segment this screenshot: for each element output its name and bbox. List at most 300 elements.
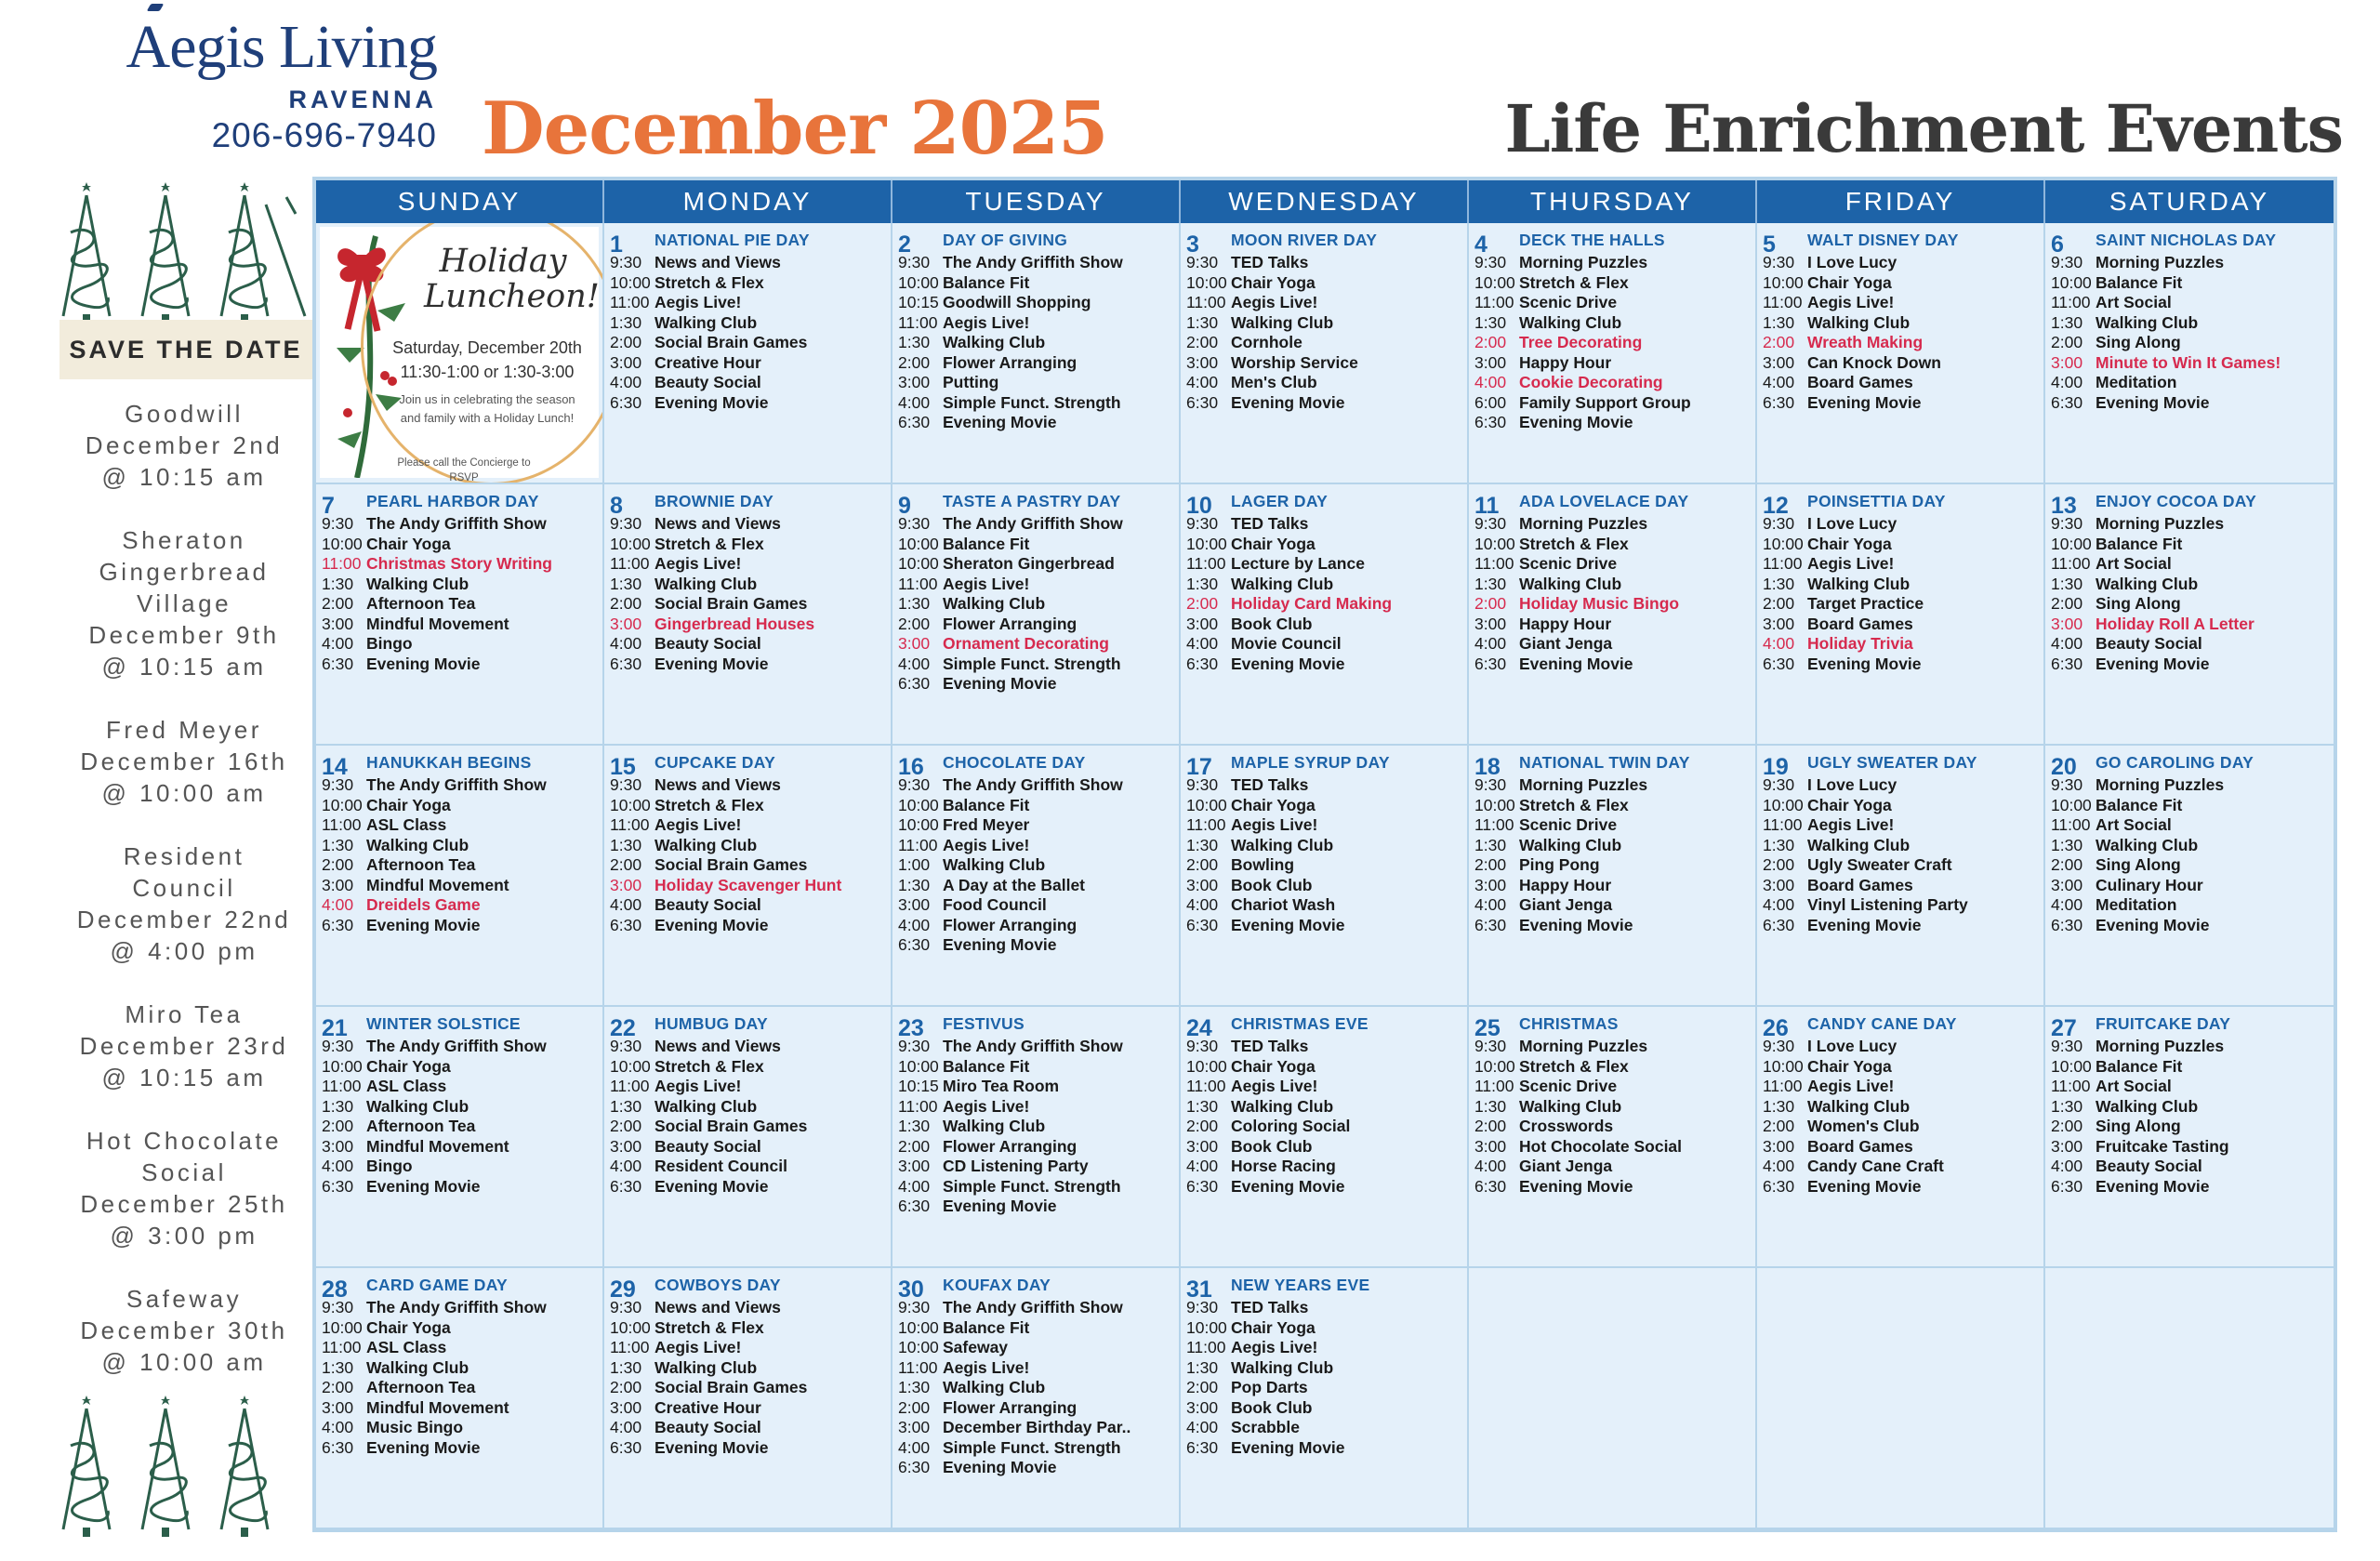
- calendar-grid: [316, 223, 2334, 1529]
- event-item: [322, 1177, 597, 1197]
- event-name: Afternoon Tea: [366, 1378, 476, 1396]
- event-time: 2:00: [1474, 333, 1507, 351]
- day-header: [610, 1011, 885, 1041]
- event-name: Family Support Group: [1519, 392, 1691, 412]
- day-cell: [604, 1268, 892, 1529]
- event-name: A Day at the Ballet: [943, 875, 1086, 894]
- highlighted-event: [2051, 353, 2328, 374]
- event-item: [610, 796, 885, 816]
- event-name: Evening Movie: [943, 413, 1057, 431]
- event-time: 4:00: [1763, 1157, 1795, 1175]
- event-item: [898, 313, 1173, 334]
- event-name: Aegis Live!: [943, 1096, 1030, 1116]
- day-number: 15: [610, 754, 636, 780]
- event-item: [1186, 575, 1461, 595]
- day-theme: NATIONAL PIE DAY: [654, 231, 810, 249]
- event-name: TED Talks: [1231, 1298, 1309, 1316]
- event-item: [1474, 554, 1750, 575]
- event-time: 3:00: [610, 1397, 642, 1417]
- day-cell: [892, 746, 1181, 1007]
- event-item: [1186, 916, 1461, 936]
- event-name: Meditation: [2096, 895, 2177, 914]
- event-item: [1763, 554, 2038, 575]
- event-list: [1474, 1037, 1750, 1197]
- event-name: Stretch & Flex: [654, 272, 764, 292]
- event-time: 6:30: [898, 1458, 931, 1476]
- event-time: 1:30: [1474, 312, 1507, 332]
- event-item: [898, 353, 1173, 374]
- save-the-date-item: [54, 1125, 314, 1251]
- highlighted-event: [1474, 333, 1750, 353]
- day-cell: [2045, 1268, 2334, 1529]
- event-list: [2051, 1037, 2328, 1197]
- event-item: [1474, 1157, 1750, 1177]
- event-name: Morning Puzzles: [2096, 514, 2225, 533]
- event-item: [322, 855, 597, 876]
- event-item: [1763, 1177, 2038, 1197]
- day-number: 4: [1474, 232, 1488, 258]
- event-name: Walking Club: [943, 594, 1046, 613]
- event-name: Flower Arranging: [943, 1136, 1078, 1156]
- event-item: [1763, 916, 2038, 936]
- day-header: [610, 749, 885, 780]
- event-time: 11:00: [610, 293, 650, 311]
- event-name: Balance Fit: [943, 534, 1030, 553]
- day-header: [1186, 1272, 1461, 1303]
- day-header: [2051, 749, 2328, 780]
- event-time: 9:30: [1474, 253, 1507, 271]
- event-time: 1:30: [610, 574, 642, 593]
- event-time: 4:00: [2051, 634, 2083, 653]
- day-number: 19: [1763, 754, 1789, 780]
- day-header: [322, 488, 597, 519]
- event-item: [2051, 535, 2328, 555]
- promo-title: Holiday Luncheon!: [424, 243, 600, 315]
- event-name: Simple Funct. Strength: [943, 1176, 1121, 1196]
- event-item: [610, 1318, 885, 1339]
- event-item: [1474, 916, 1750, 936]
- event-item: [610, 575, 885, 595]
- event-name: Holiday Scavenger Hunt: [654, 875, 842, 894]
- event-time: 9:30: [1763, 775, 1795, 794]
- event-item: [322, 1358, 597, 1379]
- save-the-date-line: @ 4:00 pm: [110, 937, 258, 965]
- save-the-date-line: Council: [132, 874, 236, 902]
- event-time: 3:00: [1186, 1397, 1219, 1417]
- day-number: 7: [322, 493, 335, 519]
- event-item: [1474, 1077, 1750, 1097]
- event-item: [1763, 1137, 2038, 1158]
- save-the-date-line: Sheraton: [122, 526, 246, 554]
- event-item: [2051, 836, 2328, 856]
- event-time: 9:30: [610, 253, 642, 271]
- event-time: 9:30: [1474, 775, 1507, 794]
- event-name: Crosswords: [1519, 1117, 1614, 1135]
- highlighted-event: [322, 895, 597, 916]
- event-item: [1474, 1177, 1750, 1197]
- event-name: Bingo: [366, 1157, 413, 1175]
- event-time: 1:30: [1186, 1096, 1219, 1116]
- event-item: [610, 836, 885, 856]
- event-name: Balance Fit: [2096, 534, 2183, 553]
- event-item: [2051, 373, 2328, 393]
- event-time: 11:00: [1186, 1077, 1226, 1095]
- event-name: Holiday Trivia: [1807, 634, 1913, 653]
- event-name: Social Brain Games: [654, 855, 808, 874]
- event-time: 4:00: [1763, 373, 1795, 391]
- event-item: [1763, 575, 2038, 595]
- event-time: 3:00: [322, 614, 354, 633]
- event-time: 2:00: [1186, 1378, 1219, 1396]
- event-item: [322, 916, 597, 936]
- event-item: [898, 815, 1173, 836]
- day-theme: PEARL HARBOR DAY: [366, 492, 539, 510]
- event-name: Balance Fit: [943, 1056, 1030, 1076]
- event-time: 10:00: [1186, 795, 1227, 814]
- event-name: Holiday Card Making: [1231, 594, 1393, 613]
- event-time: 3:00: [322, 875, 354, 894]
- event-time: 4:00: [1186, 1418, 1219, 1436]
- save-the-date-line: @ 10:15 am: [101, 1064, 267, 1091]
- event-item: [1474, 615, 1750, 635]
- day-number: 11: [1474, 493, 1500, 519]
- event-name: Chair Yoga: [1807, 534, 1892, 553]
- event-name: Creative Hour: [654, 352, 761, 372]
- event-item: [898, 1097, 1173, 1118]
- event-item: [1186, 535, 1461, 555]
- event-time: 11:00: [610, 1077, 650, 1095]
- event-time: 1:30: [322, 1357, 354, 1377]
- day-cell: [604, 1007, 892, 1268]
- event-item: [1474, 634, 1750, 655]
- event-name: Culinary Hour: [2096, 875, 2203, 894]
- event-name: Walking Club: [2096, 574, 2199, 593]
- event-name: Stretch & Flex: [1519, 272, 1629, 292]
- day-header: [322, 1011, 597, 1041]
- event-time: 11:00: [1474, 293, 1514, 311]
- event-item: [1474, 313, 1750, 334]
- event-name: Christmas Story Writing: [366, 554, 552, 573]
- day-theme: COWBOYS DAY: [654, 1276, 781, 1294]
- save-the-date-line: December 16th: [80, 747, 288, 775]
- event-time: 2:00: [1186, 594, 1219, 613]
- event-time: 1:30: [1763, 312, 1795, 332]
- event-name: Putting: [943, 373, 999, 391]
- event-name: Evening Movie: [654, 1437, 769, 1457]
- event-name: Giant Jenga: [1519, 634, 1613, 653]
- event-list: [1186, 775, 1461, 935]
- event-list: [1763, 514, 2038, 674]
- event-item: [1474, 1097, 1750, 1118]
- event-time: 11:00: [610, 815, 650, 834]
- event-time: 6:30: [1474, 654, 1507, 673]
- day-theme: CHRISTMAS EVE: [1231, 1014, 1368, 1033]
- event-time: 6:30: [898, 1197, 931, 1215]
- event-time: 4:00: [2051, 1157, 2083, 1175]
- event-item: [898, 273, 1173, 294]
- event-time: 1:30: [898, 1117, 931, 1135]
- event-name: Chair Yoga: [1231, 534, 1316, 553]
- event-item: [898, 895, 1173, 916]
- day-number: 8: [610, 493, 623, 519]
- save-the-date-item: [54, 398, 314, 493]
- event-calendar: [312, 177, 2337, 1532]
- event-time: 9:30: [2051, 253, 2083, 271]
- day-cell: [1469, 223, 1757, 484]
- event-time: 1:30: [322, 1096, 354, 1116]
- day-number: 5: [1763, 232, 1776, 258]
- event-time: 3:00: [322, 1136, 354, 1156]
- event-time: 9:30: [898, 1037, 931, 1055]
- event-name: I Love Lucy: [1807, 775, 1897, 794]
- event-item: [610, 353, 885, 374]
- event-list: [1186, 253, 1461, 413]
- event-name: Cornhole: [1231, 333, 1302, 351]
- event-time: 2:00: [898, 1136, 931, 1156]
- event-time: 1:30: [2051, 835, 2083, 854]
- event-item: [1186, 1177, 1461, 1197]
- event-item: [610, 1097, 885, 1118]
- day-cell: [316, 1268, 604, 1529]
- event-item: [1186, 353, 1461, 374]
- event-name: Walking Club: [1807, 835, 1911, 854]
- event-name: Scenic Drive: [1519, 1077, 1618, 1095]
- save-the-date-line: December 22nd: [76, 906, 292, 933]
- event-time: 2:00: [610, 1117, 642, 1135]
- day-theme: GO CAROLING DAY: [2096, 753, 2254, 772]
- event-time: 9:30: [610, 1298, 642, 1316]
- event-time: 9:30: [322, 1298, 354, 1316]
- event-time: 11:00: [1474, 1077, 1514, 1095]
- event-name: Flower Arranging: [943, 915, 1078, 934]
- event-name: Holiday Roll A Letter: [2096, 614, 2254, 633]
- event-time: 2:00: [1474, 1117, 1507, 1135]
- event-item: [1763, 273, 2038, 294]
- event-name: Beauty Social: [654, 895, 761, 914]
- event-list: [1763, 775, 2038, 935]
- event-item: [2051, 815, 2328, 836]
- event-time: 2:00: [610, 594, 642, 613]
- event-name: Ping Pong: [1519, 855, 1600, 874]
- event-item: [898, 876, 1173, 896]
- month-title: December 2025: [482, 86, 1108, 171]
- event-item: [1474, 655, 1750, 675]
- event-item: [1763, 393, 2038, 414]
- event-time: 6:30: [322, 915, 354, 934]
- event-item: [1186, 333, 1461, 353]
- day-header: [322, 749, 597, 780]
- event-item: [1186, 1057, 1461, 1078]
- event-item: [1186, 815, 1461, 836]
- event-name: Evening Movie: [1807, 392, 1922, 412]
- event-item: [1474, 393, 1750, 414]
- event-item: [1474, 836, 1750, 856]
- save-the-date-banner: SAVE THE DATE: [60, 320, 312, 379]
- event-name: Scenic Drive: [1519, 815, 1618, 834]
- event-time: 11:00: [1186, 1338, 1226, 1356]
- day-cell: [316, 1007, 604, 1268]
- event-time: 10:00: [898, 1317, 939, 1337]
- event-name: Walking Club: [1231, 312, 1334, 332]
- event-item: [898, 615, 1173, 635]
- event-item: [2051, 1177, 2328, 1197]
- day-header: [1763, 749, 2038, 780]
- event-time: 11:00: [898, 574, 938, 593]
- event-time: 11:00: [1474, 554, 1514, 573]
- event-name: Evening Movie: [1519, 413, 1633, 431]
- event-name: Evening Movie: [943, 1458, 1057, 1476]
- event-name: Evening Movie: [943, 935, 1057, 954]
- event-time: 2:00: [1474, 594, 1507, 613]
- event-name: Chair Yoga: [1807, 272, 1892, 292]
- event-time: 4:00: [898, 392, 931, 412]
- event-item: [610, 1057, 885, 1078]
- event-item: [1763, 876, 2038, 896]
- event-item: [1763, 353, 2038, 374]
- event-list: [2051, 775, 2328, 935]
- event-item: [322, 815, 597, 836]
- day-theme: CHRISTMAS: [1519, 1014, 1619, 1033]
- event-time: 3:00: [898, 1418, 931, 1436]
- event-name: Beauty Social: [2096, 634, 2202, 653]
- event-item: [1186, 1318, 1461, 1339]
- event-name: Can Knock Down: [1807, 352, 1941, 372]
- promo-date: Saturday, December 20th: [392, 338, 582, 357]
- event-name: TED Talks: [1231, 514, 1309, 533]
- event-name: Social Brain Games: [654, 594, 808, 613]
- event-item: [1474, 535, 1750, 555]
- day-number: 30: [898, 1277, 924, 1303]
- event-name: Stretch & Flex: [654, 1056, 764, 1076]
- day-cell: [1757, 223, 2045, 484]
- event-name: News and Views: [654, 253, 781, 271]
- event-time: 11:00: [898, 1096, 938, 1116]
- event-item: [1186, 895, 1461, 916]
- event-item: [322, 796, 597, 816]
- day-cell: [2045, 746, 2334, 1007]
- event-time: 1:30: [2051, 312, 2083, 332]
- event-item: [1186, 1358, 1461, 1379]
- event-item: [1763, 615, 2038, 635]
- event-item: [898, 855, 1173, 876]
- event-item: [2051, 1157, 2328, 1177]
- event-name: Fred Meyer: [943, 815, 1030, 834]
- event-item: [898, 674, 1173, 695]
- event-time: 11:00: [2051, 1077, 2091, 1095]
- day-theme: DECK THE HALLS: [1519, 231, 1665, 249]
- day-number: 31: [1186, 1277, 1212, 1303]
- save-the-date-line: December 30th: [80, 1316, 288, 1344]
- highlighted-event: [1474, 373, 1750, 393]
- event-time: 10:00: [1186, 272, 1227, 292]
- event-item: [2051, 1097, 2328, 1118]
- event-name: Ugly Sweater Craft: [1807, 855, 1952, 874]
- event-item: [898, 836, 1173, 856]
- event-name: Happy Hour: [1519, 875, 1612, 894]
- save-the-date-line: Resident: [123, 842, 245, 870]
- event-name: Balance Fit: [2096, 272, 2183, 292]
- event-item: [1186, 876, 1461, 896]
- event-item: [1186, 1077, 1461, 1097]
- day-cell: [2045, 1007, 2334, 1268]
- event-time: 1:30: [1474, 1096, 1507, 1116]
- event-item: [1186, 1338, 1461, 1358]
- event-time: 9:30: [1763, 253, 1795, 271]
- weekday-header: TUESDAY: [892, 180, 1181, 223]
- event-name: Walking Club: [654, 1096, 758, 1116]
- event-name: Board Games: [1807, 875, 1913, 894]
- event-item: [610, 1398, 885, 1419]
- event-name: Aegis Live!: [654, 293, 742, 311]
- day-header: [1186, 1011, 1461, 1041]
- event-name: Aegis Live!: [654, 815, 742, 834]
- event-time: 6:30: [1186, 392, 1219, 412]
- event-time: 1:30: [610, 1096, 642, 1116]
- day-header: [1186, 749, 1461, 780]
- event-time: 6:30: [1763, 392, 1795, 412]
- day-theme: MOON RIVER DAY: [1231, 231, 1378, 249]
- event-item: [610, 393, 885, 414]
- event-name: Walking Club: [1231, 835, 1334, 854]
- event-time: 1:30: [322, 574, 354, 593]
- event-name: The Andy Griffith Show: [943, 1298, 1123, 1316]
- event-name: Women's Club: [1807, 1117, 1920, 1135]
- event-item: [322, 1338, 597, 1358]
- highlighted-event: [898, 634, 1173, 655]
- day-theme: NEW YEARS EVE: [1231, 1276, 1370, 1294]
- day-number: 25: [1474, 1015, 1501, 1041]
- event-time: 2:00: [1763, 855, 1795, 874]
- event-item: [898, 1157, 1173, 1177]
- event-time: 6:30: [898, 674, 931, 693]
- event-name: Mindful Movement: [366, 875, 509, 894]
- event-time: 6:30: [610, 1176, 642, 1196]
- event-name: Evening Movie: [1231, 1176, 1345, 1196]
- event-item: [1186, 554, 1461, 575]
- event-list: [1474, 514, 1750, 674]
- day-cell: [316, 223, 604, 484]
- event-name: Morning Puzzles: [2096, 253, 2225, 271]
- event-time: 10:00: [898, 1056, 939, 1076]
- event-time: 10:00: [1763, 795, 1804, 814]
- event-name: Chair Yoga: [366, 1317, 451, 1337]
- event-list: [610, 253, 885, 413]
- day-theme: FRUITCAKE DAY: [2096, 1014, 2231, 1033]
- event-name: CD Listening Party: [943, 1157, 1089, 1175]
- event-name: Sheraton Gingerbread: [943, 554, 1115, 573]
- event-time: 11:00: [2051, 554, 2091, 573]
- day-header: [898, 1011, 1173, 1041]
- event-time: 2:00: [2051, 855, 2083, 874]
- event-item: [2051, 554, 2328, 575]
- event-name: Flower Arranging: [943, 614, 1078, 633]
- weekday-header: THURSDAY: [1469, 180, 1757, 223]
- event-time: 1:30: [898, 333, 931, 351]
- event-item: [1186, 615, 1461, 635]
- event-name: Board Games: [1807, 373, 1913, 391]
- event-time: 6:30: [1474, 413, 1507, 431]
- event-name: Morning Puzzles: [2096, 1037, 2225, 1055]
- event-list: [2051, 253, 2328, 413]
- event-name: Giant Jenga: [1519, 1157, 1613, 1175]
- event-name: Walking Club: [654, 835, 758, 854]
- event-time: 10:00: [1474, 272, 1515, 292]
- event-time: 6:30: [1186, 1176, 1219, 1196]
- event-time: 2:00: [2051, 333, 2083, 351]
- event-name: The Andy Griffith Show: [366, 1037, 547, 1055]
- event-name: Stretch & Flex: [654, 795, 764, 814]
- event-item: [322, 1117, 597, 1137]
